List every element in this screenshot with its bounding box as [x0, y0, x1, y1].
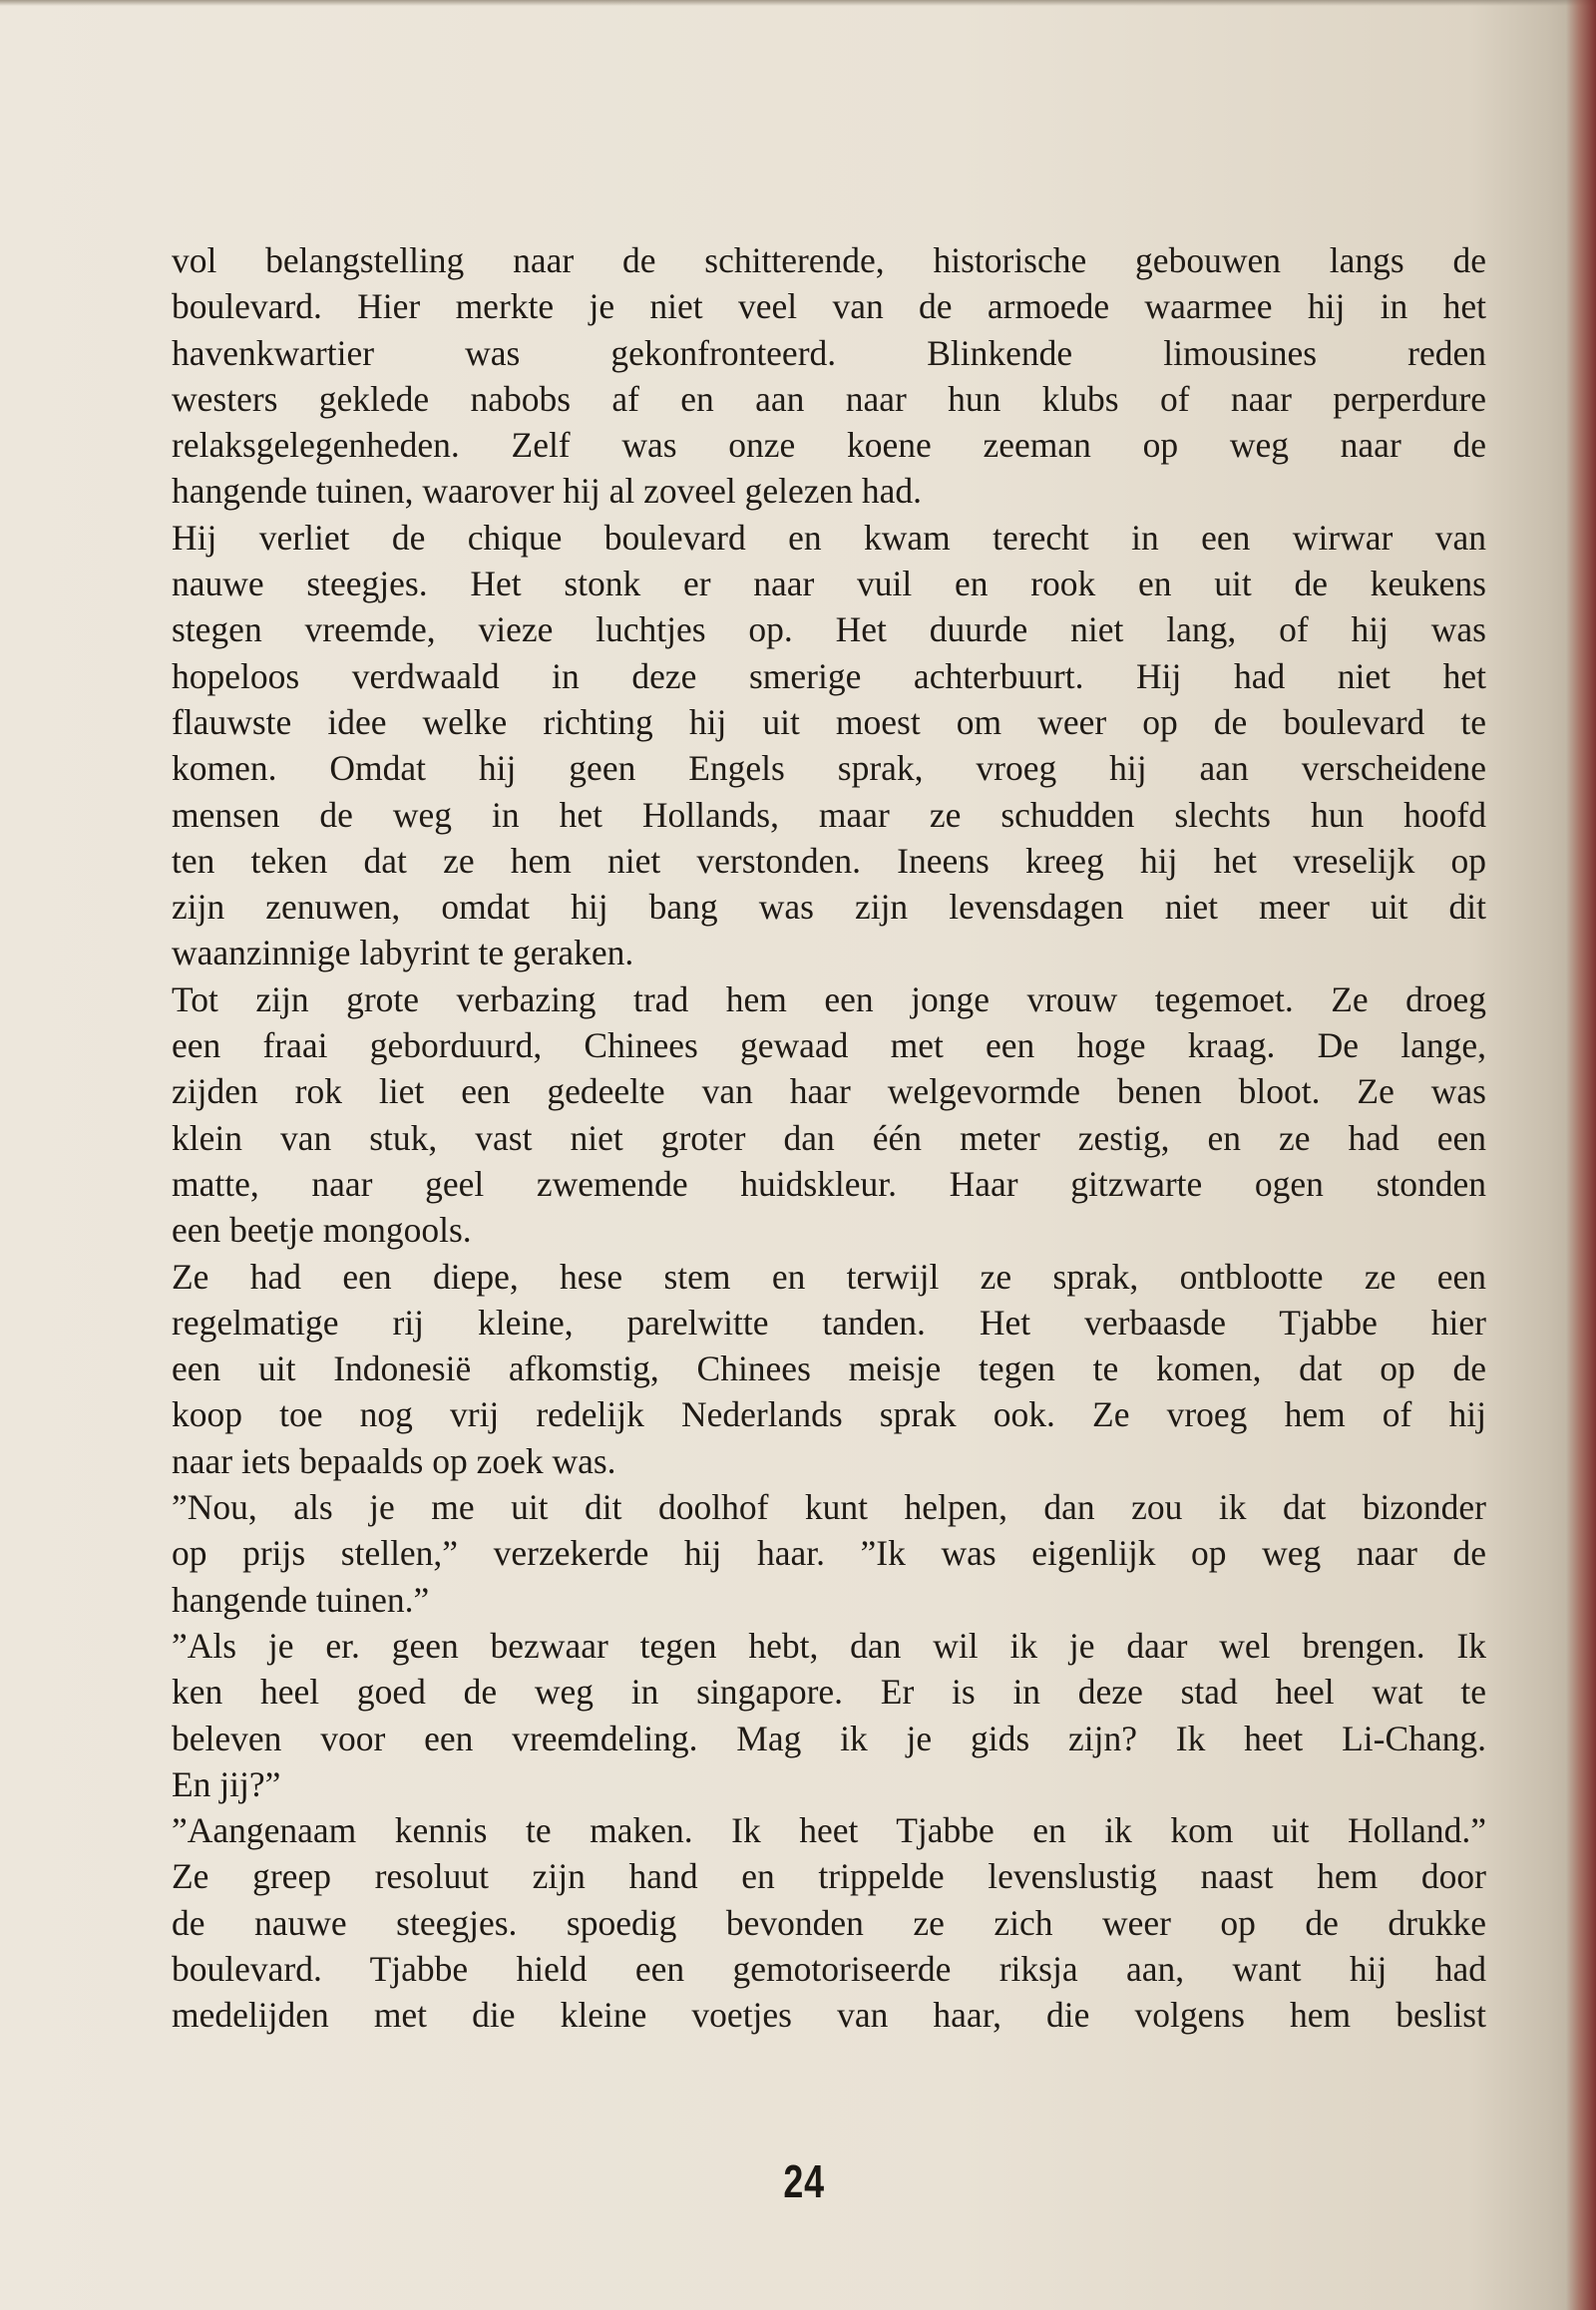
text-line: Tot zijn grote verbazing trad hem een jonge vrouw tegemoet. Ze droeg [172, 978, 1486, 1019]
text-line: hopeloos verdwaald in deze smerige achterbuurt. Hij had niet het [172, 655, 1486, 696]
text-line: zijn zenuwen, omdat hij bang was zijn levensdagen niet meer uit dit [172, 887, 1486, 928]
text-line: medelijden met die kleine voetjes van haar, die volgens hem beslist [172, 1995, 1486, 2036]
text-line: ”Aangenaam kennis te maken. Ik heet Tjabbe en ik kom uit Holland.” [172, 1810, 1486, 1851]
text-line: klein van stuk, vast niet groter dan één meter zestig, en ze had een [172, 1117, 1486, 1158]
text-line: ten teken dat ze hem niet verstonden. Ineens kreeg hij het vreselijk op [172, 840, 1486, 881]
text-line: Hij verliet de chique boulevard en kwam terecht in een wirwar van [172, 517, 1486, 558]
text-line: een fraai geborduurd, Chinees gewaad met een hoge kraag. De lange, [172, 1025, 1486, 1066]
text-line: naar iets bepaalds op zoek was. [172, 1440, 616, 1481]
text-line: hangende tuinen.” [172, 1579, 430, 1620]
text-line: flauwste idee welke richting hij uit moest om weer op de boulevard te [172, 701, 1486, 742]
text-line: matte, naar geel zwemende huidskleur. Haar gitzwarte ogen stonden [172, 1163, 1486, 1204]
text-line: ”Nou, als je me uit dit doolhof kunt helpen, dan zou ik dat bizonder [172, 1487, 1486, 1528]
text-line: komen. Omdat hij geen Engels sprak, vroeg hij aan verscheidene [172, 748, 1486, 789]
text-line: koop toe nog vrij redelijk Nederlands sprak ook. Ze vroeg hem of hij [172, 1394, 1486, 1435]
text-line: een beetje mongools. [172, 1210, 472, 1251]
text-line: ”Als je er. geen bezwaar tegen hebt, dan wil ik je daar wel brengen. Ik [172, 1625, 1486, 1666]
text-line: Ze greep resoluut zijn hand en trippelde levenslustig naast hem door [172, 1856, 1486, 1897]
text-line: westers geklede nabobs af en aan naar hun klubs of naar perperdure [172, 378, 1486, 419]
book-spine-edge [1566, 0, 1596, 2310]
body-text [172, 237, 1486, 2039]
text-line: boulevard. Tjabbe hield een gemotoriseerde riksja aan, want hij had [172, 1948, 1486, 1989]
text-line: zijden rok liet een gedeelte van haar welgevormde benen bloot. Ze was [172, 1071, 1486, 1112]
text-line: relaksgelegenheden. Zelf was onze koene zeeman op weg naar de [172, 425, 1486, 466]
text-line: En jij?” [172, 1763, 281, 1804]
text-line: op prijs stellen,” verzekerde hij haar. ”Ik was eigenlijk op weg naar de [172, 1533, 1486, 1574]
text-line: mensen de weg in het Hollands, maar ze schudden slechts hun hoofd [172, 794, 1486, 835]
text-line: ken heel goed de weg in singapore. Er is in deze stad heel wat te [172, 1672, 1486, 1713]
text-line: waanzinnige labyrint te geraken. [172, 933, 634, 973]
text-line: nauwe steegjes. Het stonk er naar vuil en rook en uit de keukens [172, 564, 1486, 604]
text-line: vol belangstelling naar de schitterende, historische gebouwen langs de [172, 240, 1486, 280]
text-line: de nauwe steegjes. spoedig bevonden ze zich weer op de drukke [172, 1902, 1486, 1943]
text-line: regelmatige rij kleine, parelwitte tanden. Het verbaasde Tjabbe hier [172, 1302, 1486, 1343]
text-line: Ze had een diepe, hese stem en terwijl ze sprak, ontblootte ze een [172, 1256, 1486, 1297]
text-line: beleven voor een vreemdeling. Mag ik je gids zijn? Ik heet Li-Chang. [172, 1718, 1486, 1758]
page-top-edge [0, 0, 1596, 6]
text-line: boulevard. Hier merkte je niet veel van de armoede waarmee hij in het [172, 286, 1486, 327]
text-line: havenkwartier was gekonfronteerd. Blinkende limousines reden [172, 332, 1486, 373]
text-line: hangende tuinen, waarover hij al zoveel gelezen had. [172, 471, 923, 512]
text-line: een uit Indonesië afkomstig, Chinees meisje tegen te komen, dat op de [172, 1348, 1486, 1389]
text-line: stegen vreemde, vieze luchtjes op. Het duurde niet lang, of hij was [172, 609, 1486, 650]
page-number: 24 [783, 2155, 825, 2207]
